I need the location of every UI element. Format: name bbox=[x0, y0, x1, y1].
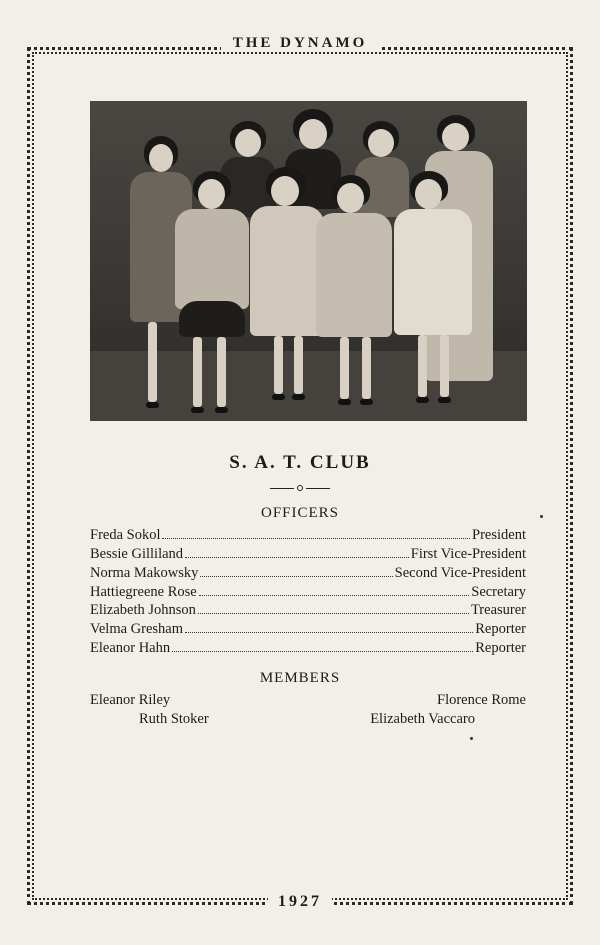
officer-row bbox=[90, 602, 526, 620]
club-group-photo bbox=[90, 101, 527, 421]
paper-speck bbox=[470, 737, 473, 740]
year-label: 1927 bbox=[268, 893, 332, 910]
paper-speck bbox=[540, 515, 543, 518]
page-footer bbox=[0, 893, 600, 911]
members-heading: MEMBERS bbox=[259, 670, 341, 686]
officer-role: Reporter bbox=[475, 640, 526, 656]
dot-leader bbox=[185, 547, 409, 558]
officer-name: Freda Sokol bbox=[90, 527, 161, 543]
dot-leader bbox=[199, 585, 470, 596]
officer-row bbox=[90, 527, 526, 545]
publication-title: THE DYNAMO bbox=[221, 35, 380, 51]
page-header bbox=[0, 34, 600, 52]
dot-leader bbox=[172, 641, 473, 652]
officer-row bbox=[90, 640, 526, 658]
officer-role: Reporter bbox=[475, 621, 526, 637]
dot-leader bbox=[162, 528, 470, 539]
officer-name: Norma Makowsky bbox=[90, 565, 199, 581]
officer-name: Bessie Gilliland bbox=[90, 546, 184, 562]
officer-role: First Vice-President bbox=[410, 546, 526, 562]
officer-name: Elizabeth Johnson bbox=[90, 602, 196, 618]
officer-row bbox=[90, 621, 526, 639]
dot-leader bbox=[198, 603, 469, 614]
officer-role: President bbox=[472, 527, 526, 543]
officer-row bbox=[90, 584, 526, 602]
title-divider bbox=[270, 484, 330, 494]
officer-role: Treasurer bbox=[470, 602, 526, 618]
member-name: Elizabeth Vaccaro bbox=[370, 711, 475, 727]
dot-leader bbox=[200, 566, 392, 577]
officer-row bbox=[90, 546, 526, 564]
officer-name: Hattiegreene Rose bbox=[90, 584, 197, 600]
officer-row bbox=[90, 565, 526, 583]
officer-name: Velma Gresham bbox=[90, 621, 184, 637]
member-name: Eleanor Riley bbox=[90, 692, 171, 708]
dot-leader bbox=[185, 622, 473, 633]
club-title: S. A. T. CLUB bbox=[229, 452, 371, 473]
officers-heading: OFFICERS bbox=[260, 505, 340, 521]
officer-role: Second Vice-President bbox=[394, 565, 526, 581]
member-name: Florence Rome bbox=[437, 692, 526, 708]
officer-name: Eleanor Hahn bbox=[90, 640, 171, 656]
member-name: Ruth Stoker bbox=[139, 711, 209, 727]
officer-role: Secretary bbox=[471, 584, 526, 600]
